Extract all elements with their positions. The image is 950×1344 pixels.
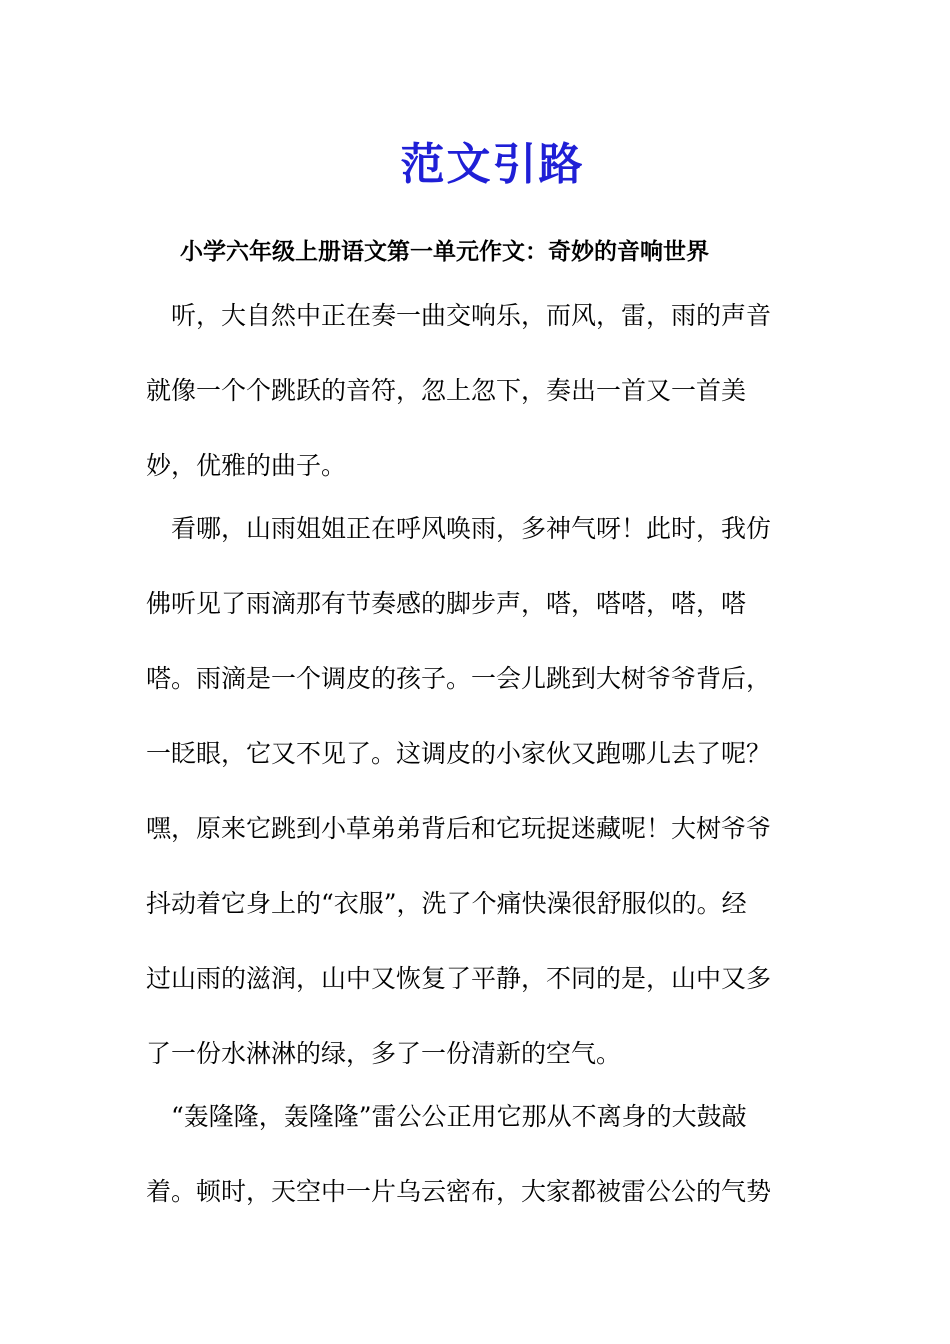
text-line: 抖动着它身上的“衣服”，洗了个痛快澡很舒服似的。经	[146, 889, 747, 918]
text-line: 妙，优雅的曲子。	[146, 451, 347, 480]
text-line: 着。顿时，天空中一片乌云密布，大家都被雷公公的气势	[146, 1177, 772, 1206]
document-subtitle: 小学六年级上册语文第一单元作文：奇妙的音响世界	[180, 239, 709, 265]
text-line: 看哪，山雨姐姐正在呼风唤雨，多神气呀！此时，我仿	[146, 514, 772, 543]
text-line: 就像一个个跳跃的音符，忽上忽下，奏出一首又一首美	[146, 376, 747, 405]
document-title: 范文引路	[400, 139, 585, 190]
text-line: 嗒。雨滴是一个调皮的孩子。一会儿跳到大树爷爷背后，	[146, 664, 772, 693]
text-line: 嘿，原来它跳到小草弟弟背后和它玩捉迷藏呢！大树爷爷	[146, 814, 772, 843]
text-line: 佛听见了雨滴那有节奏感的脚步声，嗒，嗒嗒，嗒，嗒	[146, 589, 747, 618]
text-line: 过山雨的滋润，山中又恢复了平静，不同的是，山中又多	[146, 964, 772, 993]
text-line: 了一份水淋淋的绿，多了一份清新的空气。	[146, 1039, 622, 1068]
text-line: “轰隆隆，轰隆隆”雷公公正用它那从不离身的大鼓敲	[146, 1102, 747, 1131]
text-line: 一眨眼，它又不见了。这调皮的小家伙又跑哪儿去了呢？	[146, 739, 772, 768]
text-line: 听，大自然中正在奏一曲交响乐，而风，雷，雨的声音	[146, 301, 772, 330]
